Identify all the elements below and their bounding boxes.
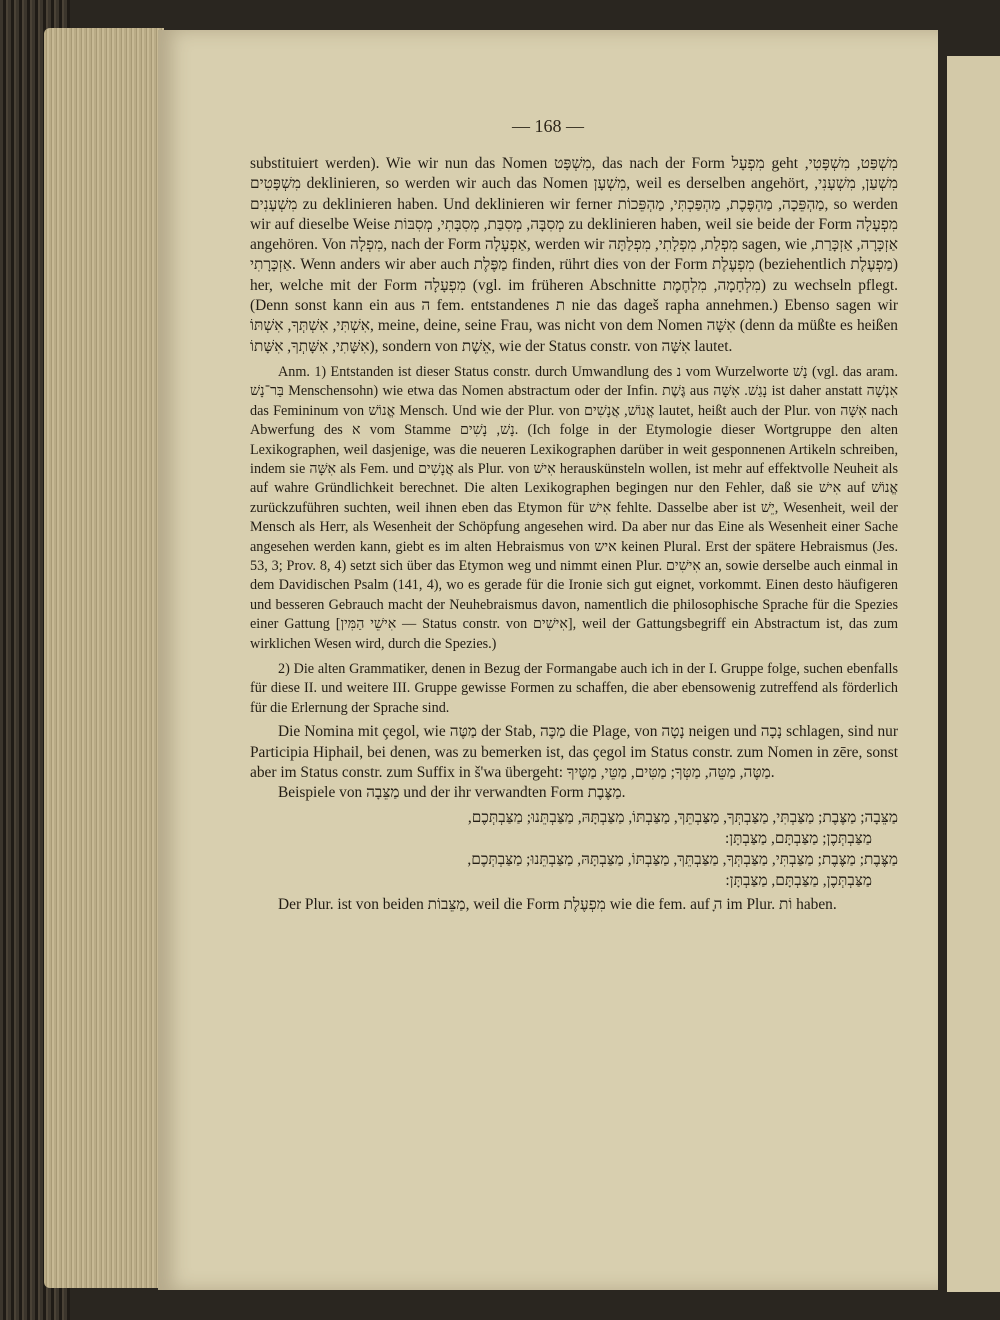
- paragraph-nomina: Die Nomina mit çegol, wie מַטֶּה der Stab, מַכֶּה die Plage, von נָטָה neigen und נָכָה schlagen, sind nur Participia Hiphail, bei denen, was zu bemerken ist, das çegol im Status constr. zum Nomen in zēre, sonst aber im Status constr. zum Suffix in š'wa übergeht: מַטֶּה, מַטֵּה, מַטְּךָ; מַטִּים, מַטֵּי, מַטֶּיךָ.: [250, 723, 898, 781]
- book-page: [158, 30, 938, 1290]
- adjacent-page-edge: [944, 56, 1000, 1292]
- paragraph-final: Der Plur. ist von beiden מַצֵּבוֹת, weil die Form מִפְעֶלֶת wie die fem. auf ָה im Plur. וֹת haben.: [278, 896, 837, 914]
- page-stack-edges: [44, 28, 164, 1288]
- hebrew-line: מַצֵּבָה; מַצֶּבֶת; מַצַּבְתִּי, מַצַּבְתְּךָ, מַצַּבְתֵּךְ, מַצַּבְתּוֹ, מַצַּבְתָּהּ, מַצַּבְתֵּנוּ; מַצַּבְתְּכֶם,: [467, 809, 898, 827]
- paragraph-main: substituiert werden). Wie wir nun das Nomen מִשְׁפָּט, das nach der Form מִפְעָל geht מִשְׁפַּט, מִשְׁפָּטִי, מִשְׁפָּטִים deklinieren, so werden wir auch das Nomen מִשְׁעָן, weil es derselben angehört, מִשְׁעַן, מִשְׁעָנִי, מִשְׁעָנִים zu deklinieren haben. Und deklinieren wir ferner מַהְפֵּכָה, מַהְפֶּכֶת, מַהְפַּכְתִּי, מַהְפֵּכוֹת, so werden wir auf dieselbe Weise מְסִבָּה, מְסִבַּת, מְסִבָּתִי, מְסִבּוֹת zu deklinieren haben, weil sie beide der Form מִפְעָלָה angehören. Von מִפְלָה, nach der Form אַפְעָלָה, werden wir מִפְלַת, מִפְלָתִי, מִפְלַתָּה sagen, wie אַזְכָּרָה, אַזְכָּרַת, אַזְכָּרָתִי. Wenn anders wir aber auch מַפֶּלֶת finden, rührt dies von der Form מִפְעֶלֶת (beziehentlich מַפְעֶלֶת) her, welche mit der Form מִפְעָלָה (vgl. im früheren Abschnitte מִלְחָמָה, מִלְחֶמֶת) zu wechseln pflegt. (Denn sonst kann ein aus ה fem. entstandenes ת nie das dageš rapha annehmen.) Ebenso sagen wir אִשְׁתִּי, אִשְׁתְּךָ, אִשְׁתּוֹ, meine, deine, seine Frau, was nicht von dem Nomen אִשָּׁה (denn da müßte es heißen אִשָּׁתִי, אִשָּׁתְךָ, אִשָּׁתוֹ), sondern von אֵשֶׁת, wie der Status constr. von אִשָּׁה lautet.: [250, 155, 898, 355]
- hebrew-line: מַצֶּבֶת; מַצֶּבֶת; מַצַּבְתִּי, מַצַּבְתְּךָ, מַצַּבְתֵּךְ, מַצַּבְתּוֹ, מַצַּבְתָּהּ, מַצַּבְתֵּנוּ; מַצַּבְתְּכֶם,: [467, 851, 898, 869]
- paragraph-examples: Beispiele von מַצֵּבָה und der ihr verwandten Form מַצֶּבֶת.: [278, 784, 626, 802]
- hebrew-paradigm: [250, 807, 898, 891]
- page-text: [250, 154, 898, 916]
- page-number: — 168 —: [512, 116, 584, 136]
- paragraph-note-1: Anm. 1) Entstanden ist dieser Status constr. durch Umwandlung des נ vom Wurzelworte נָשׁ (vgl. das aram. בַּר־נָשׁ Menschensohn) wie etwa das Nomen abstractum oder der Infin. גֶּשֶׁת aus נָגַשׁ. אִשָּׁה ist daher anstatt אִנְשָׁה das Femininum von אֱנוֹשׁ Mensch. Und wie der Plur. von אֱנוֹשׁ, אֲנָשִׁים lautet, heißt auch der Plur. von אִשָּׁה nach Abwerfung des א vom Stamme נָשׁ, נָשִׁים. (Ich folge in der Etymologie dieser Wortgruppe den alten Lexikographen, weil dasjenige, was die neueren Lexikographen darüber in weit gesponnenen Artikeln schreiben, indem sie אִשָּׁה als Fem. und אֲנָשִׁים als Plur. von אִישׁ herauskünsteln wollen, ist mehr auf effektvolle Neuheit als auf wahre Gründlichkeit berechnet. Die alten Lexikographen begingen nur den Fehler, daß sie אִישׁ auf אֱנוֹשׁ zurückzuführen suchten, weil ihnen eben das Etymon für אִישׁ fehlte. Dasselbe aber ist יֵשׁ, Wesenheit, weil der Mensch als Herr, als Wesenheit der Schöpfung angesehen wird. Da aber nur das Eine als Wesenheit einer Sache angesehen werden kann, giebt es im alten Hebraismus von איש keinen Plural. Erst der spätere Hebraismus (Jes. 53, 3; Prov. 8, 4) setzt sich über das Etymon weg und nimmt einen Plur. אִישִׁים an, sowie derselbe auch einmal in dem Davidischen Psalm (141, 4), wo es gerade für die Ironie sich gut eignet, vorkommt. Einen desto häufigeren und besseren Gebrauch macht der Neuhebraismus davon, namentlich die philosophische Sprache für die Spezies einer Gattung [אִישֵׁי הַמִּין — Status constr. von אִישִׁים], weil der Gattungsbegriff ein Abstractum ist, das zum wirklichen Wesen wird, durch die Spezies.): [250, 363, 899, 652]
- hebrew-line: מַצַּבְתְּכֶן, מַצַּבְתָּם, מַצַּבְתָּן:: [725, 872, 872, 890]
- hebrew-line: מַצַּבְתְּכֶן; מַצַּבְתָּם, מַצַּבְתָּן:: [724, 830, 872, 848]
- paragraph-note-2: 2) Die alten Grammatiker, denen in Bezug der Formangabe auch ich in der I. Gruppe folge, suchen ebenfalls für diese II. und weitere III. Gruppe gewisse Formen zu schaffen, die aber ebensowenig zutreffend als förderlich für die Erlernung der Sprache sind.: [250, 661, 898, 716]
